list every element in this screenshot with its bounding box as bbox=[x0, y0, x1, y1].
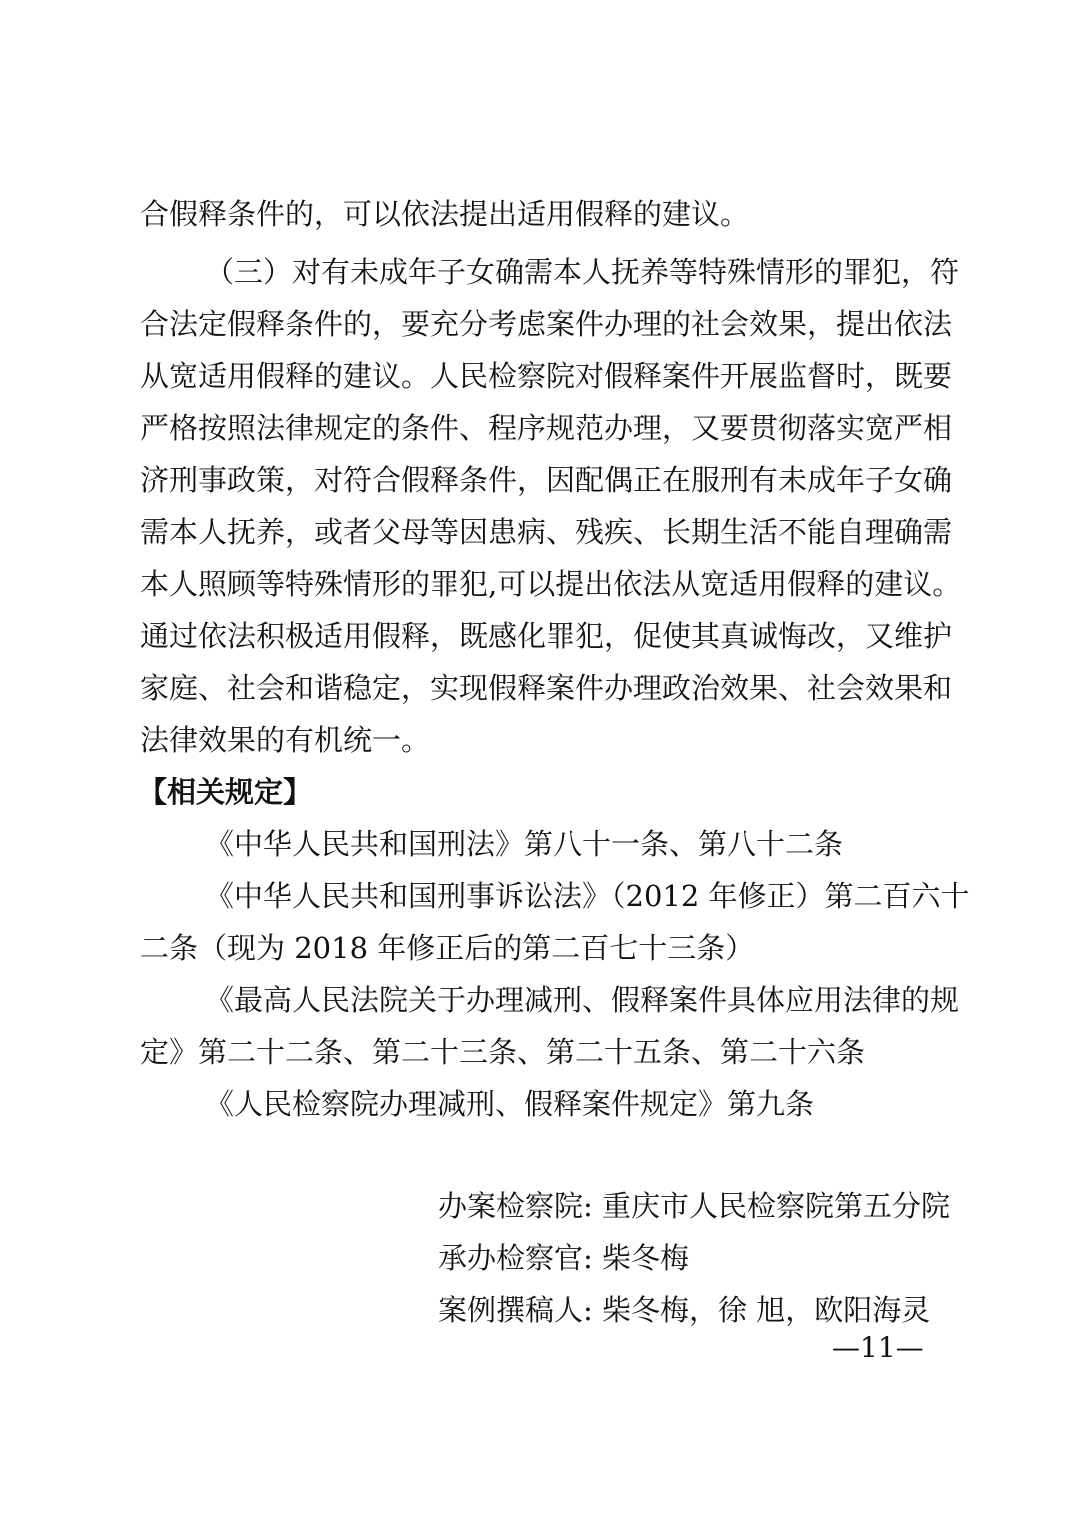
paragraph-line: 合法定假释条件的，要充分考虑案件办理的社会效果，提出依法 bbox=[140, 307, 953, 341]
related-regulations-heading: 【相关规定】 bbox=[138, 775, 313, 809]
paragraph-line: 家庭、社会和谐稳定，实现假释案件办理政治效果、社会效果和 bbox=[140, 671, 953, 705]
regulation-item: 二条（现为 2018 年修正后的第二百七十三条） bbox=[140, 931, 755, 965]
paragraph-line: 本人照顾等特殊情形的罪犯,可以提出依法从宽适用假释的建议。 bbox=[140, 567, 962, 601]
page-number: —11— bbox=[832, 1331, 924, 1364]
paragraph-line: 法律效果的有机统一。 bbox=[140, 723, 431, 757]
paragraph-line: 合假释条件的，可以依法提出适用假释的建议。 bbox=[140, 197, 750, 231]
paragraph-line: 严格按照法律规定的条件、程序规范办理，又要贯彻落实宽严相 bbox=[140, 411, 953, 445]
paragraph-line: 济刑事政策，对符合假释条件，因配偶正在服刑有未成年子女确 bbox=[140, 463, 953, 497]
regulation-item: 《中华人民共和国刑事诉讼法》（2012 年修正）第二百六十 bbox=[205, 879, 970, 913]
paragraph-line: 需本人抚养，或者父母等因患病、残疾、长期生活不能自理确需 bbox=[140, 515, 953, 549]
paragraph-line: 通过依法积极适用假释，既感化罪犯，促使其真诚悔改，又维护 bbox=[140, 619, 953, 653]
authors-line: 案例撰稿人: 柴冬梅，徐 旭，欧阳海灵 bbox=[438, 1293, 931, 1327]
regulation-item: 定》第二十二条、第二十三条、第二十五条、第二十六条 bbox=[140, 1035, 866, 1069]
regulation-item: 《最高人民法院关于办理减刑、假释案件具体应用法律的规 bbox=[205, 983, 960, 1017]
prosecutor-line: 承办检察官: 柴冬梅 bbox=[438, 1241, 689, 1275]
paragraph-line: （三）对有未成年子女确需本人抚养等特殊情形的罪犯，符 bbox=[205, 255, 960, 289]
paragraph-line: 从宽适用假释的建议。人民检察院对假释案件开展监督时，既要 bbox=[140, 359, 953, 393]
procuratorate-line: 办案检察院: 重庆市人民检察院第五分院 bbox=[438, 1189, 950, 1223]
regulation-item: 《人民检察院办理减刑、假释案件规定》第九条 bbox=[205, 1087, 815, 1121]
regulation-item: 《中华人民共和国刑法》第八十一条、第八十二条 bbox=[205, 827, 844, 861]
